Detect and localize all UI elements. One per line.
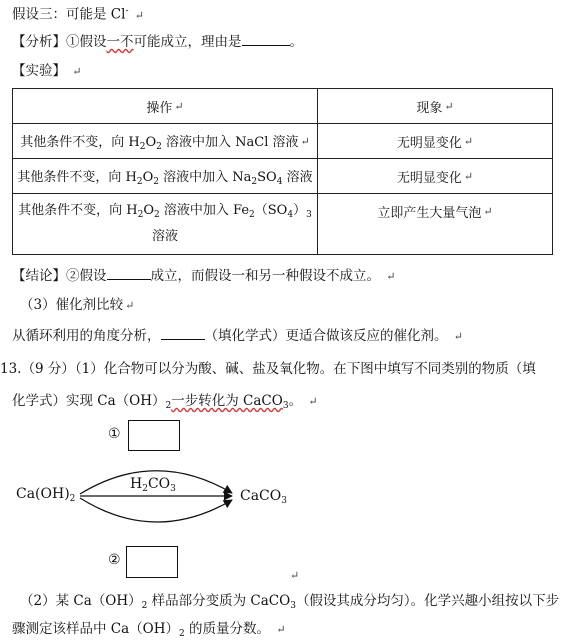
- operation-cell: 其他条件不变，向 $H_2O_2$ 溶液中加入 $Na_2SO_4$ 溶液: [17, 169, 313, 187]
- answer-blank: [161, 326, 205, 340]
- result-cell: 立即产生大量气泡: [377, 205, 482, 221]
- table-row: 其他条件不变，向 $H_2O_2$ 溶液中加入 $Fe_2(SO_4)_3$ 溶液 立即产生大量气泡 ↵: [13, 194, 553, 255]
- phenomenon-header: 现象: [416, 100, 443, 116]
- recycle-line: 从循环利用的角度分析， （填化学式）更适合做该反应的催化剂。 ↵: [12, 328, 464, 344]
- product-formula: CaCO$_3$: [240, 488, 287, 506]
- reactant-formula: $Ca(OH)_2$: [16, 486, 76, 504]
- table-header-row: 操作 ↵ 现象 ↵: [13, 89, 553, 124]
- blank-label-2: ②: [108, 552, 121, 568]
- result-cell: 无明显变化: [396, 170, 462, 186]
- operation-cell-line2: 溶液: [151, 229, 178, 244]
- result-cell: 无明显变化: [396, 135, 462, 151]
- blank-label-1: ①: [108, 426, 121, 442]
- answer-blank: [242, 32, 290, 46]
- answer-box-1: [128, 420, 180, 451]
- lower-arrow: [80, 498, 232, 522]
- paragraph-mark: ↵: [134, 8, 145, 22]
- question-13-line1: 13.（9 分）（1）化合物可以分为酸、碱、盐及氧化物。在下图中填写不同类别的物质（填: [0, 361, 536, 377]
- table-row: 其他条件不变，向 $H_2O_2$ 溶液中加入 $Na_2SO_4$ 溶液 无明显变化 ↵: [13, 159, 553, 194]
- table-row: 其他条件不变，向 $H_2O_2$ 溶液中加入 NaCl 溶液 ↵ 无明显变化 ↵: [13, 124, 553, 159]
- answer-box-2: [126, 546, 178, 578]
- middle-formula: $H_2CO_3$: [130, 476, 176, 494]
- paragraph-mark: ↵: [290, 569, 300, 582]
- experiment-table: [12, 88, 553, 255]
- analysis-line: 【分析】①假设一不可能成立，理由是 。: [12, 34, 303, 50]
- hypothesis-three: 假设三：可能是 Cl- ↵: [12, 6, 145, 23]
- experiment-heading: 【实验】 ↵: [12, 63, 82, 79]
- operation-cell: 其他条件不变，向 $H_2O_2$ 溶液中加入 NaCl 溶液: [20, 134, 299, 152]
- question-3-heading: （3）催化剂比较 ↵: [20, 297, 135, 313]
- conclusion-line: 【结论】②假设 成立，而假设一和另一种假设不成立。 ↵: [12, 268, 396, 284]
- operation-header: 操作: [146, 100, 173, 116]
- answer-blank: [107, 266, 151, 280]
- operation-cell: 其他条件不变，向 $H_2O_2$ 溶液中加入 $Fe_2(SO_4)_3$: [18, 203, 312, 220]
- part-2-line2: 骤测定该样品中 $Ca(OH)_2$ 的质量分数。 ↵: [12, 621, 286, 639]
- question-13-line2: 化学式）实现 $Ca(OH)_2$一步转化为 CaCO$_3$。 ↵: [12, 393, 318, 411]
- conversion-arrows: [0, 460, 300, 555]
- part-2-line1: （2）某 $Ca(OH)_2$ 样品部分变质为 CaCO$_3$（假设其成分均匀）。化学兴趣小组按以下步: [20, 593, 560, 611]
